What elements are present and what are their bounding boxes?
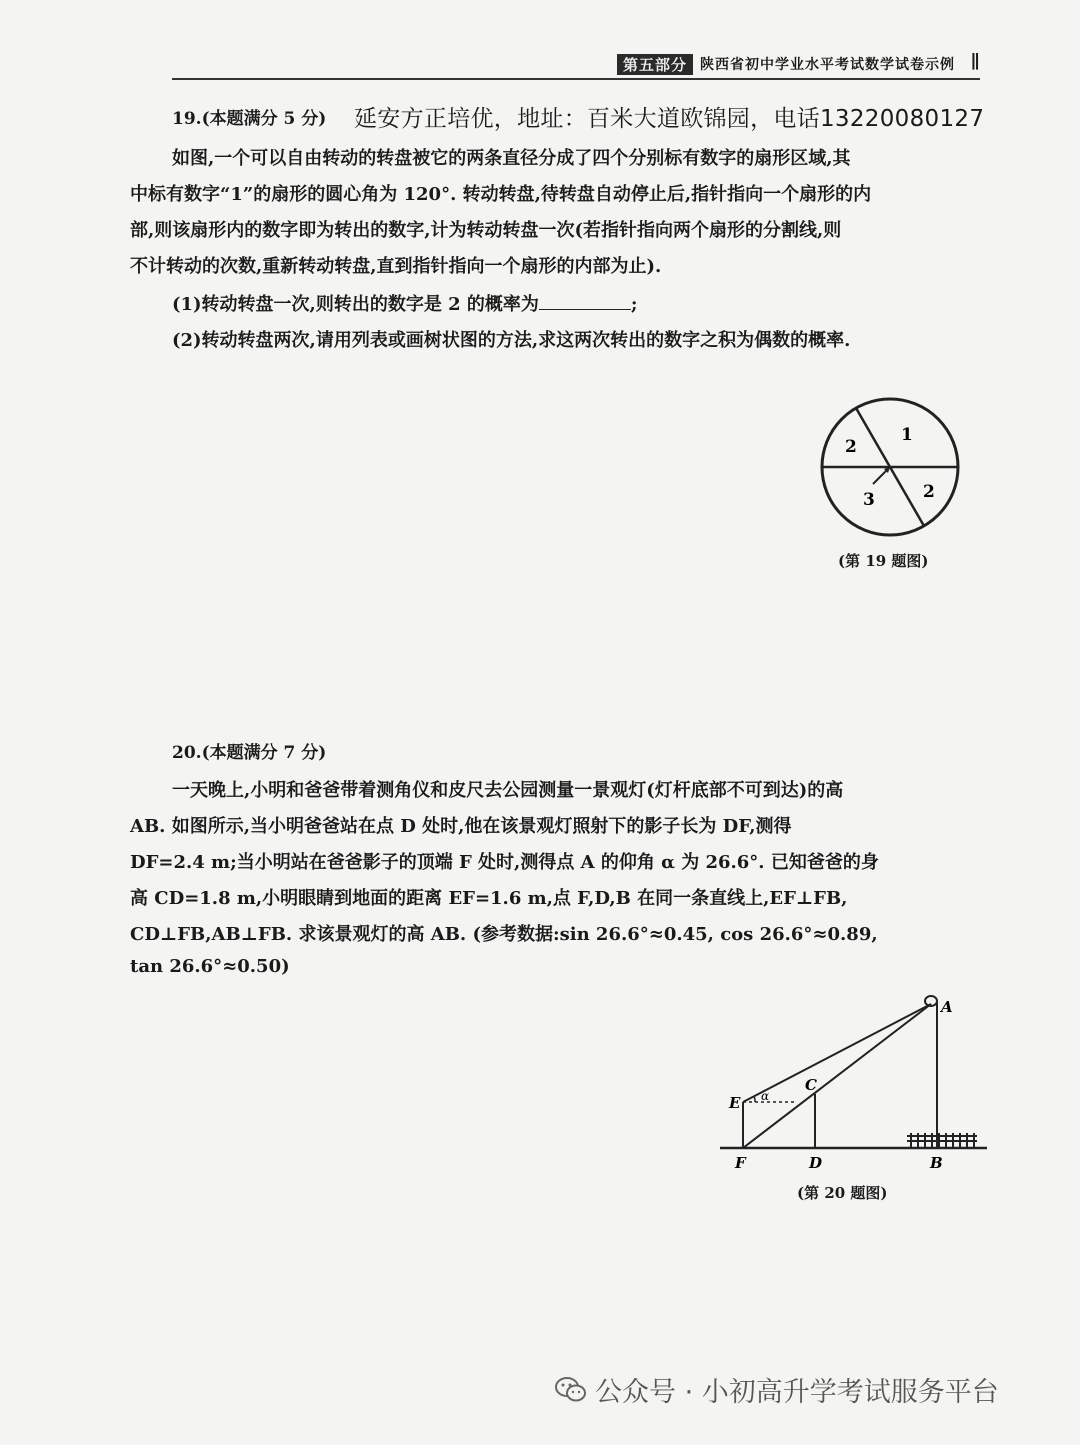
q20-line-2: AB. 如图所示,当小明爸爸站在点 D 处时,他在该景观灯照射下的影子长为 DF,测得 bbox=[130, 816, 792, 837]
watermark-text: 公众号 · 小初高升学考试服务平台 bbox=[595, 1377, 999, 1408]
header-mark: ∥ bbox=[970, 52, 980, 73]
q20-heading bbox=[172, 738, 326, 763]
label-B: B bbox=[930, 1154, 943, 1172]
sector-label: 2 bbox=[923, 482, 935, 502]
q20-line-1: 一天晚上,小明和爸爸带着测角仪和皮尺去公园测量一景观灯(灯杆底部不可到达)的高 bbox=[172, 780, 844, 801]
fence bbox=[907, 1133, 977, 1148]
sight-line-EA bbox=[743, 1004, 931, 1102]
watermark bbox=[555, 1370, 999, 1411]
q19-score: (本题满分 5 分) bbox=[201, 109, 327, 129]
q20-line-6: tan 26.6°≈0.50) bbox=[130, 956, 290, 977]
label-alpha: α bbox=[761, 1089, 770, 1103]
sector-label: 3 bbox=[863, 490, 875, 510]
label-F: F bbox=[735, 1154, 746, 1172]
angle-arc bbox=[754, 1096, 755, 1102]
q20-number: 20. bbox=[172, 743, 202, 763]
page-header bbox=[172, 48, 980, 80]
wechat-icon bbox=[555, 1376, 587, 1411]
sector-label: 1 bbox=[901, 425, 913, 445]
fig20-caption: (第 20 题图) bbox=[797, 1184, 888, 1202]
q20-line-4: 高 CD=1.8 m,小明眼睛到地面的距离 EF=1.6 m,点 F,D,B 在同一条直线上,EF⊥FB, bbox=[130, 888, 848, 909]
spinner-figure bbox=[815, 395, 975, 555]
q19-sub1 bbox=[172, 290, 638, 316]
q20-line-3: DF=2.4 m;当小明站在爸爸影子的顶端 F 处时,测得点 A 的仰角 α 为 26.6°. 已知爸爸的身 bbox=[130, 852, 879, 873]
q19-line-3: 部,则该扇形内的数字即为转出的数字,计为转动转盘一次(若指针指向两个扇形的分割线,则 bbox=[130, 220, 842, 241]
sector-label: 2 bbox=[845, 437, 857, 457]
label-E: E bbox=[729, 1094, 741, 1112]
header-title: 陕西省初中学业水平考试数学试卷示例 bbox=[700, 57, 955, 73]
fig19-caption: (第 19 题图) bbox=[838, 552, 929, 570]
q19-line-4: 不计转动的次数,重新转动转盘,直到指针指向一个扇形的内部为止). bbox=[130, 256, 662, 277]
label-D: D bbox=[809, 1154, 823, 1172]
q20-score: (本题满分 7 分) bbox=[201, 743, 327, 763]
light-ray-FA bbox=[743, 1004, 931, 1148]
q19-line-1: 如图,一个可以自由转动的转盘被它的两条直径分成了四个分别标有数字的扇形区域,其 bbox=[172, 148, 851, 169]
q20-line-5: CD⊥FB,AB⊥FB. 求该景观灯的高 AB. (参考数据:sin 26.6°≈0.45, cos 26.6°≈0.89, bbox=[130, 924, 878, 945]
q19-sub1-text: (1)转动转盘一次,则转出的数字是 2 的概率为 bbox=[172, 294, 539, 315]
q19-line-2: 中标有数字“1”的扇形的圆心角为 120°. 转动转盘,待转盘自动停止后,指针指向一个扇形的内 bbox=[130, 184, 872, 205]
q19-sub2: (2)转动转盘两次,请用列表或画树状图的方法,求这两次转出的数字之积为偶数的概率. bbox=[172, 330, 851, 351]
q19-heading bbox=[172, 104, 326, 129]
header-part: 第五部分 bbox=[617, 54, 693, 75]
answer-blank bbox=[539, 291, 631, 310]
label-A: A bbox=[941, 998, 953, 1016]
q19-number: 19. bbox=[172, 109, 202, 129]
label-C: C bbox=[805, 1076, 817, 1094]
q19-sub1-suffix: ; bbox=[630, 294, 638, 315]
lamp-figure bbox=[715, 990, 995, 1175]
ad-text: 延安方正培优，地址：百米大道欧锦园，电话13220080127 bbox=[354, 106, 985, 132]
